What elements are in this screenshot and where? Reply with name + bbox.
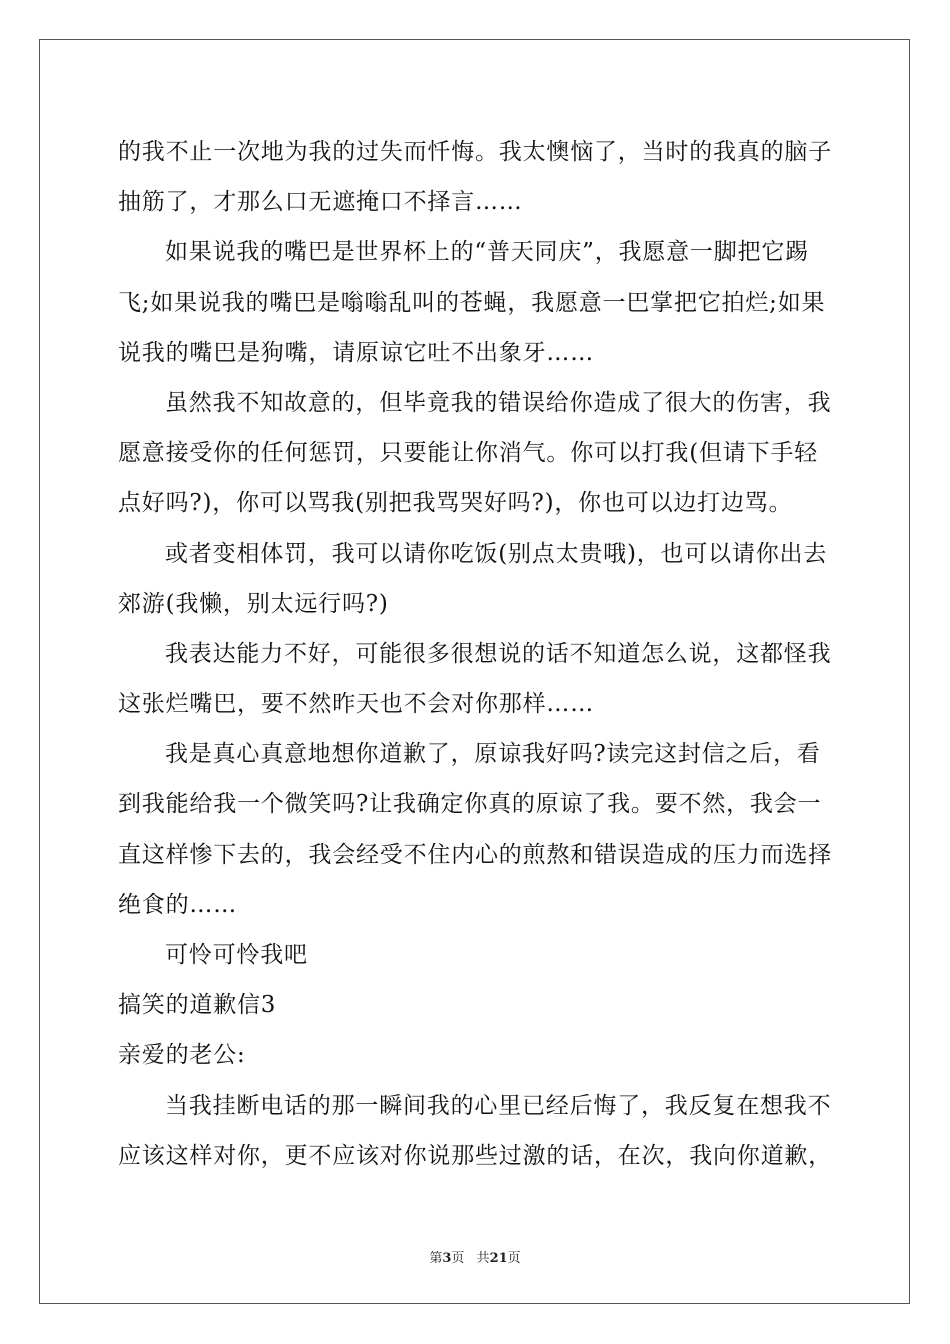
text-line: 如果说我的嘴巴是世界杯上的“普天同庆”，我愿意一脚把它踢 <box>165 239 809 266</box>
text-line: 飞;如果说我的嘴巴是嗡嗡乱叫的苍蝇，我愿意一巴掌把它拍烂;如果 <box>118 289 826 316</box>
text-line: 我表达能力不好，可能很多很想说的话不知道怎么说，这都怪我 <box>165 640 832 667</box>
total-pages-indicator: 共21页 <box>476 1251 521 1266</box>
text-line: 愿意接受你的任何惩罚，只要能让你消气。你可以打我(但请下手轻 <box>118 440 818 467</box>
text-line: 说我的嘴巴是狗嘴，请原谅它吐不出象牙…… <box>118 339 594 366</box>
text-line: 虽然我不知故意的，但毕竟我的错误给你造成了很大的伤害，我 <box>165 389 832 416</box>
text-line: 可怜可怜我吧 <box>165 942 308 968</box>
text-line: 这张烂嘴巴，要不然昨天也不会对你那样…… <box>118 691 594 718</box>
text-line: 当我挂断电话的那一瞬间我的心里已经后悔了，我反复在想我不 <box>165 1092 832 1119</box>
text-line: 或者变相体罚，我可以请你吃饭(别点太贵哦)，也可以请你出去 <box>165 540 828 567</box>
text-line: 抽筋了，才那么口无遮掩口不择言…… <box>118 189 523 216</box>
text-line: 我是真心真意地想你道歉了，原谅我好吗?读完这封信之后，看 <box>165 741 821 768</box>
text-line: 直这样惨下去的，我会经受不住内心的煎熬和错误造成的压力而选择 <box>118 841 832 868</box>
page-indicator: 第3页 <box>429 1251 465 1266</box>
salutation: 亲爱的老公: <box>118 1042 246 1069</box>
text-line: 到我能给我一个微笑吗?让我确定你真的原谅了我。要不然，我会一 <box>118 791 822 818</box>
page-footer <box>0 1247 950 1266</box>
text-line: 的我不止一次地为我的过失而忏悔。我太懊恼了，当时的我真的脑子 <box>118 139 832 165</box>
text-line: 点好吗?)，你可以骂我(别把我骂哭好吗?)，你也可以边打边骂。 <box>118 490 793 517</box>
text-line: 郊游(我懒，别太远行吗?) <box>118 590 389 617</box>
text-line: 绝食的…… <box>118 891 237 918</box>
text-line: 应该这样对你，更不应该对你说那些过激的话，在次，我向你道歉， <box>118 1142 832 1169</box>
document-body <box>118 127 834 1181</box>
section-heading: 搞笑的道歉信3 <box>118 992 277 1019</box>
